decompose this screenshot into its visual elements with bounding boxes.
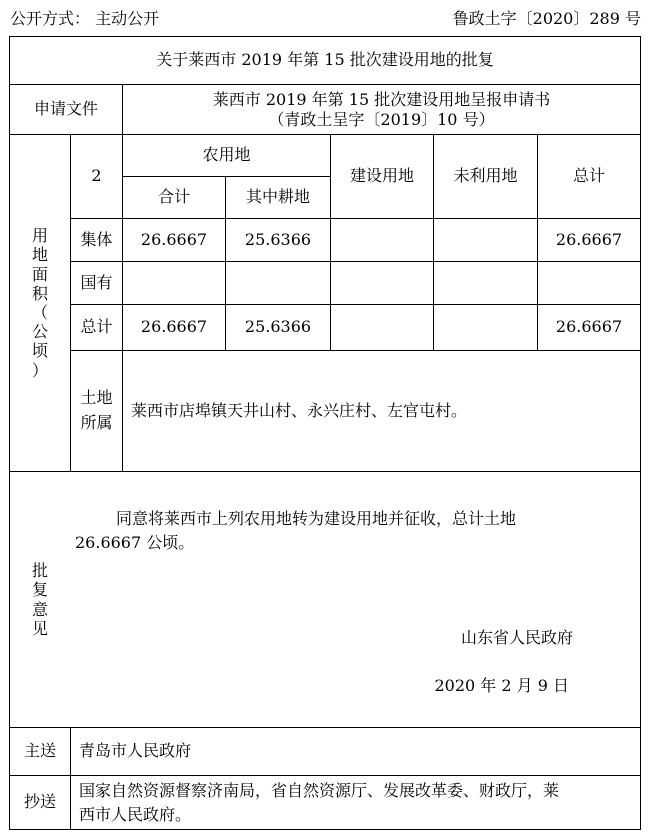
cell-state-agri-total bbox=[123, 262, 225, 304]
document-number: 鲁政土字〔2020〕289 号 bbox=[452, 9, 641, 28]
application-document bbox=[123, 85, 640, 134]
copy-to-line-1: 国家自然资源督察济南局，省自然资源厅、发展改革委、财政厅，莱 bbox=[79, 781, 560, 801]
ownership-label-line: 土地 bbox=[80, 388, 113, 408]
cell-collective-agri-total: 26.6667 bbox=[140, 229, 208, 249]
approval-text-line-1: 同意将莱西市上列农用地转为建设用地并征收，总计土地 bbox=[116, 509, 517, 528]
approval-text-line-2: 26.6667 公顷。 bbox=[75, 533, 195, 552]
application-line-1: 莱西市 2019 年第 15 批次建设用地呈报申请书 bbox=[212, 90, 551, 110]
approval-content bbox=[75, 472, 637, 727]
cell-total-construction bbox=[331, 305, 433, 350]
application-line-2: （青政土呈字〔2019〕10 号） bbox=[268, 109, 495, 129]
cell-collective-arable: 25.6366 bbox=[244, 229, 312, 249]
side-char: 复 bbox=[31, 580, 48, 600]
approval-issuer: 山东省人民政府 bbox=[460, 628, 573, 647]
header-grand-total: 总计 bbox=[572, 166, 605, 186]
side-char: 批 bbox=[31, 561, 48, 581]
side-char: 用 bbox=[31, 226, 48, 246]
cell-state-unused bbox=[434, 262, 537, 304]
approval-date: 2020 年 2 月 9 日 bbox=[434, 676, 569, 695]
land-area-side-label bbox=[10, 135, 70, 471]
header-construction-land: 建设用地 bbox=[349, 166, 414, 186]
document-title: 关于莱西市 2019 年第 15 批次建设用地的批复 bbox=[156, 50, 494, 70]
land-ownership-value: 莱西市店埠镇天井山村、永兴庄村、左官屯村。 bbox=[131, 400, 468, 420]
side-char: 意 bbox=[31, 599, 48, 619]
side-char: 面 bbox=[31, 264, 48, 284]
cell-state-construction bbox=[331, 262, 433, 304]
send-to-label: 主送 bbox=[23, 741, 56, 761]
ownership-label-line: 所属 bbox=[80, 413, 113, 432]
header-agricultural-land: 农用地 bbox=[202, 145, 251, 165]
cell-total-agri-total: 26.6667 bbox=[140, 317, 208, 337]
approval-side-label bbox=[10, 472, 70, 727]
row-label-collective: 集体 bbox=[80, 229, 113, 249]
cell-collective-construction bbox=[331, 219, 433, 261]
side-char: 积 bbox=[31, 283, 48, 303]
side-char: 公 bbox=[31, 322, 48, 342]
row-label-total: 总计 bbox=[80, 317, 113, 337]
side-char: ） bbox=[31, 360, 48, 380]
side-char: （ bbox=[31, 303, 48, 322]
side-char: 见 bbox=[31, 618, 48, 638]
send-to-value: 青岛市人民政府 bbox=[79, 741, 192, 761]
cell-state-arable bbox=[226, 262, 330, 304]
cell-total-grand-total: 26.6667 bbox=[555, 317, 623, 337]
corner-cell: 2 bbox=[91, 166, 102, 186]
header-arable-land: 其中耕地 bbox=[245, 187, 310, 207]
cell-collective-unused bbox=[434, 219, 537, 261]
row-label-state-owned: 国有 bbox=[80, 272, 113, 292]
copy-to-line-2: 西市人民政府。 bbox=[79, 804, 192, 824]
header-unused-land: 未利用地 bbox=[453, 166, 518, 186]
copy-to-label: 抄送 bbox=[23, 792, 56, 812]
cell-total-unused bbox=[434, 305, 537, 350]
disclosure-method: 公开方式： 主动公开 bbox=[10, 9, 160, 28]
copy-to-value bbox=[79, 776, 636, 829]
land-ownership-label bbox=[71, 351, 122, 471]
cell-total-arable: 25.6366 bbox=[244, 317, 312, 337]
cell-collective-grand-total: 26.6667 bbox=[555, 229, 623, 249]
cell-state-grand-total bbox=[538, 262, 640, 304]
header-subtotal: 合计 bbox=[157, 187, 190, 207]
application-label: 申请文件 bbox=[33, 99, 98, 119]
side-char: 顷 bbox=[31, 341, 48, 361]
side-char: 地 bbox=[31, 245, 48, 265]
